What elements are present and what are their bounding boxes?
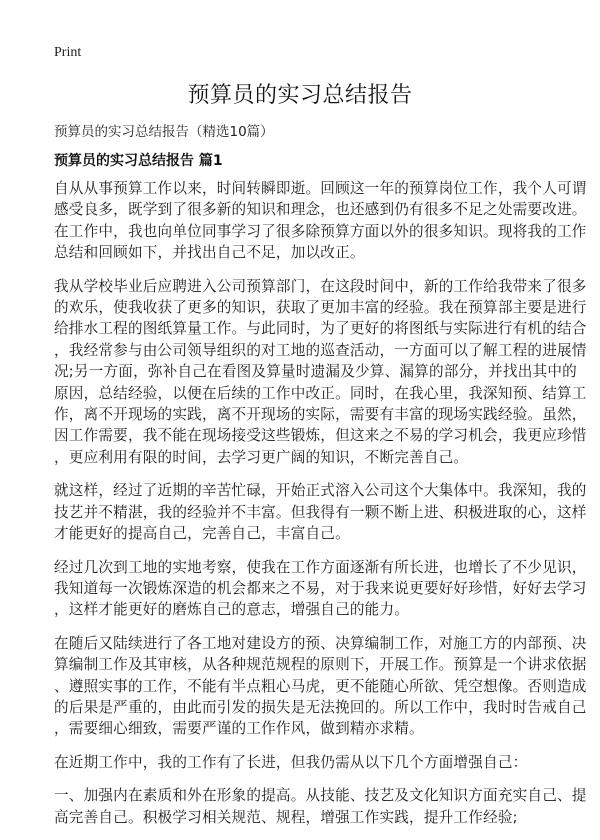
paragraph-1 [54, 178, 587, 264]
text-line: 高完善自己。积极学习相关规范、规程，增强工作实践，提升工作经验; [54, 808, 518, 826]
text-line: 总结和回顾如下，并找出自己不足，加以改正。 [54, 244, 365, 262]
document-body [54, 178, 587, 840]
text-line: 在随后又陆续进行了各工地对建设方的预、决算编制工作，对施工方的内部预、决 [54, 634, 587, 652]
text-line: 就这样，经过了近期的辛苦忙碌，开始正式溶入公司这个大集体中。我深知，我的 [54, 482, 587, 500]
paragraph-4 [54, 557, 587, 621]
text-line: 原因，总结经验，以便在后续的工作中改正。同时，在我心里，我深知预、结算工 [54, 384, 587, 402]
text-line: 才能更好的提高自己，完善自己，丰富自己。 [54, 525, 350, 543]
paragraph-3 [54, 480, 587, 544]
document-title: 预算员的实习总结报告 [187, 83, 413, 108]
text-line: 算编制工作及其审核，从各种规范规程的原则下，开展工作。预算是一个讲求依据 [54, 656, 587, 674]
text-line: 给排水工程的图纸算量工作。与此同时，为了更好的将图纸与实际进行有机的结合 [54, 320, 587, 338]
text-line: ，需要细心细致，需要严谨的工作作风，做到精亦求精。 [54, 720, 424, 738]
text-line: ，我经常参与由公司领导组织的对工地的巡查活动，一方面可以了解工程的进展情 [54, 341, 587, 359]
print-label[interactable]: Print [54, 45, 82, 60]
text-line: ，更应利用有限的时间，去学习更广阔的知识，不断完善自己。 [54, 448, 469, 466]
text-line: ，这样才能更好的磨炼自己的意志，增强自己的能力。 [54, 601, 410, 619]
text-line: 况;另一方面，弥补自己在看图及算量时遗漏及少算、漏算的部分，并找出其中的 [54, 363, 577, 381]
paragraph-5 [54, 633, 587, 740]
paragraph-7 [54, 785, 587, 828]
text-line: 、遵照实事的工作，不能有半点粗心马虎，更不能随心所欲、凭空想像。否则造成 [54, 677, 587, 695]
section-heading: 预算员的实习总结报告 篇1 [54, 153, 223, 169]
text-line: 感受良多，既学到了很多新的知识和理念，也还感到仍有很多不足之处需要改进。 [54, 201, 587, 219]
text-line: 在工作中，我也向单位同事学习了很多除预算方面以外的很多知识。现将我的工作 [54, 222, 587, 240]
text-line: 的欢乐，使我收获了更多的知识，获取了更加丰富的经验。我在预算部主要是进行 [54, 299, 587, 317]
text-line: 自从从事预算工作以来，时间转瞬即逝。回顾这一年的预算岗位工作，我个人可谓 [54, 180, 587, 197]
text-line: 技艺并不精湛，我的经验并不丰富。但我得有一颗不断上进、积极进取的心，这样 [54, 503, 587, 521]
paragraph-6 [54, 752, 554, 773]
text-line: 在近期工作中，我的工作有了长进，但我仍需从以下几个方面增强自己： [54, 753, 528, 771]
text-line: 经过几次到工地的实地考察，使我在工作方面逐渐有所长进，也增长了不少见识， [54, 558, 587, 576]
text-line: 一、加强内在素质和外在形象的提高。从技能、技艺及文化知识方面充实自己、提 [54, 787, 587, 805]
text-line: 的后果是严重的，由此而引发的损失是无法挽回的。所以工作中，我时时告戒自己 [54, 698, 587, 716]
paragraph-2 [54, 276, 587, 469]
text-line: 我从学校毕业后应聘进入公司预算部门，在这段时间中，新的工作给我带来了很多 [54, 277, 587, 295]
document-subtitle: 预算员的实习总结报告（精选10篇） [54, 124, 274, 140]
text-line: 作，离不开现场的实践，离不开现场的实际，需要有丰富的现场实践经验。虽然， [54, 406, 587, 424]
text-line: 我知道每一次锻炼深造的机会都来之不易，对于我来说更要好好珍惜，好好去学习 [54, 579, 587, 597]
text-line: 因工作需要，我不能在现场接受这些锻炼，但这来之不易的学习机会，我更应珍惜 [54, 427, 587, 445]
